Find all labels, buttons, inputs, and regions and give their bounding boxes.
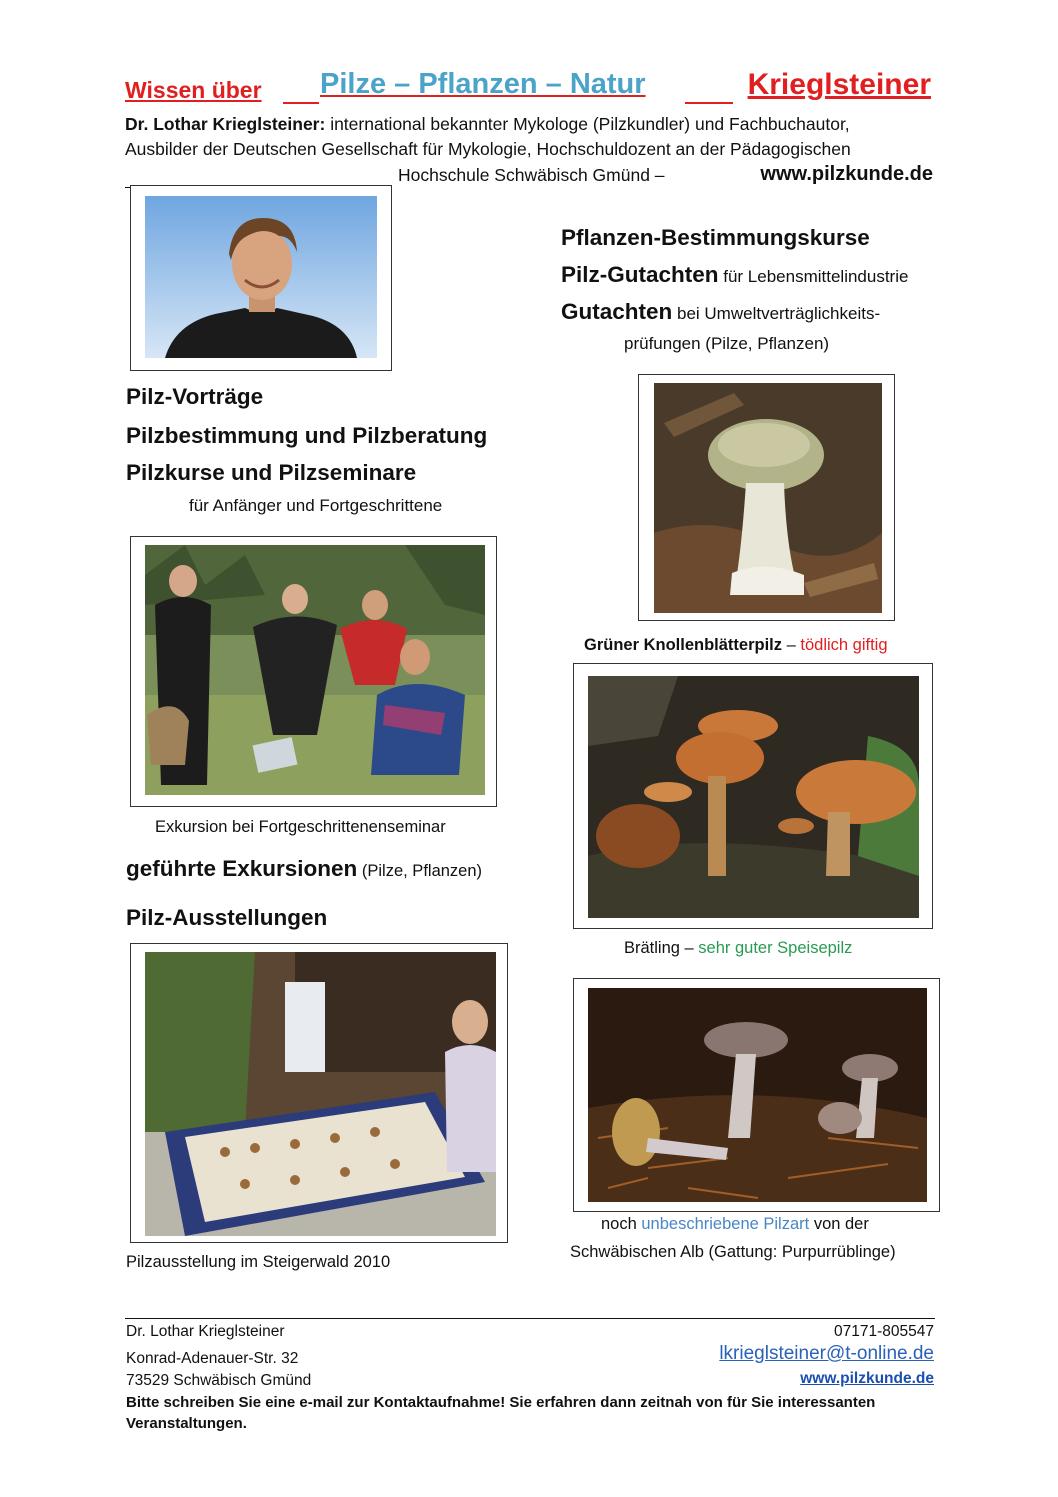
excursion-image [145, 545, 485, 795]
service-plant-courses: Pflanzen-Bestimmungskurse [561, 225, 870, 250]
braetling-note: sehr guter Speisepilz [698, 939, 853, 957]
title-topics: Pilze – Pflanzen – Natur [320, 68, 646, 100]
service-environment-reports-title: Gutachten [561, 299, 673, 324]
service-mushroom-reports-detail: für Lebensmittelindustrie [718, 267, 909, 286]
footer-city: 73529 Schwäbisch Gmünd [126, 1372, 312, 1389]
braetling-caption [624, 939, 852, 958]
title-underline-gap [283, 102, 319, 104]
exhibition-image [145, 952, 496, 1236]
footer-street: Konrad-Adenauer-Str. 32 [126, 1350, 299, 1367]
service-courses-sub: für Anfänger und Fortgeschrittene [189, 496, 443, 515]
new-species-caption-2: Schwäbischen Alb (Gattung: Purpurrüblinge) [570, 1243, 896, 1261]
portrait-photo [130, 185, 392, 371]
footer-website-link[interactable]: www.pilzkunde.de [800, 1370, 934, 1387]
service-identification: Pilzbestimmung und Pilzberatung [126, 423, 488, 448]
new-species-image [588, 988, 927, 1202]
death-cap-image [654, 383, 882, 613]
service-courses: Pilzkurse und Pilzseminare [126, 460, 417, 485]
portrait-image [145, 196, 377, 358]
death-cap-name: Grüner Knollenblätterpilz [584, 636, 783, 654]
service-exhibitions: Pilz-Ausstellungen [126, 905, 328, 930]
service-excursions-title: geführte Exkursionen [126, 856, 358, 881]
new-species-pre: noch [601, 1215, 642, 1233]
excursion-caption: Exkursion bei Fortgeschrittenenseminar [155, 818, 446, 836]
service-mushroom-reports-title: Pilz-Gutachten [561, 262, 719, 287]
service-excursions [126, 856, 482, 882]
service-mushroom-reports [561, 262, 908, 288]
intro-name: Dr. Lothar Krieglsteiner: [125, 114, 326, 134]
service-talks: Pilz-Vorträge [126, 384, 264, 409]
new-species-highlight: unbeschriebene Pilzart [641, 1215, 810, 1233]
footer-divider [125, 1318, 935, 1319]
intro-text [125, 112, 937, 162]
page-title [125, 68, 935, 108]
service-excursions-detail: (Pilze, Pflanzen) [357, 862, 483, 880]
new-species-caption [601, 1215, 869, 1234]
website-link[interactable]: www.pilzkunde.de [760, 163, 933, 185]
death-cap-warning: tödlich giftig [800, 636, 888, 654]
service-environment-reports-detail: bei Umweltverträglichkeits- [672, 304, 881, 323]
title-name: Krieglsteiner [747, 68, 931, 101]
service-environment-reports [561, 299, 880, 325]
exhibition-caption: Pilzausstellung im Steigerwald 2010 [126, 1253, 391, 1271]
footer-email-link[interactable]: lkrieglsteiner@t-online.de [719, 1343, 934, 1364]
exhibition-photo [130, 943, 508, 1243]
excursion-photo [130, 536, 497, 807]
footer-name: Dr. Lothar Krieglsteiner [126, 1323, 285, 1340]
new-species-photo [573, 978, 940, 1212]
new-species-post: von der [809, 1215, 869, 1233]
intro-line3: Hochschule Schwäbisch Gmünd – [398, 165, 665, 185]
intro-line1: international bekannter Mykologe (Pilzkundler) und Fachbuchautor, [325, 114, 850, 134]
death-cap-photo [638, 374, 895, 621]
death-cap-caption [584, 636, 888, 655]
intro-line2: Ausbilder der Deutschen Gesellschaft für Mykologie, Hochschuldozent an der Pädagogischen [125, 139, 851, 159]
caption-dash: – [782, 636, 801, 654]
footer-note: Bitte schreiben Sie eine e-mail zur Kontaktaufnahme! Sie erfahren dann zeitnah von für Sie interessanten Veranstaltungen. [126, 1394, 876, 1432]
braetling-name: Brätling – [624, 939, 699, 957]
service-environment-reports-detail-2: prüfungen (Pilze, Pflanzen) [624, 334, 830, 353]
footer-phone: 07171-805547 [834, 1323, 934, 1340]
braetling-image [588, 676, 919, 918]
title-wissen: Wissen über [125, 77, 262, 103]
title-underline-gap [685, 102, 733, 104]
braetling-photo [573, 663, 933, 929]
